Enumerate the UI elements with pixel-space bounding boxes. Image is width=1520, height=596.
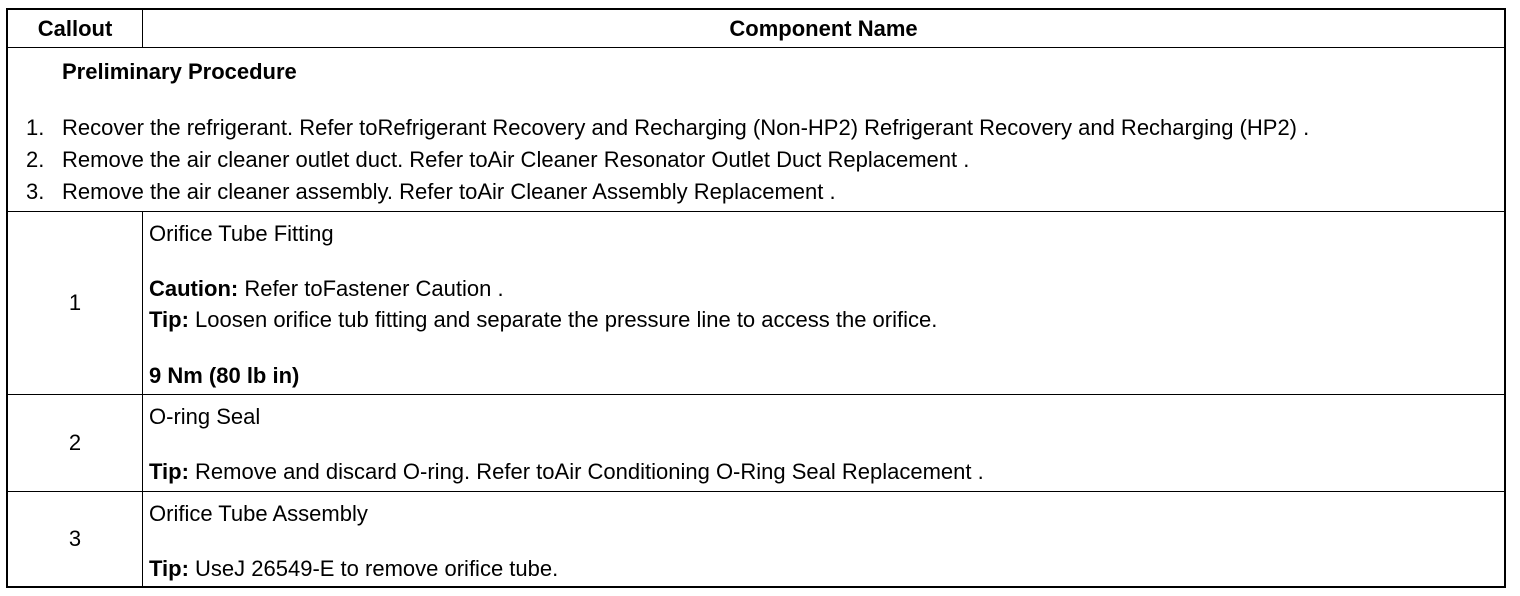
component-cell	[143, 395, 1504, 491]
preliminary-step-number: 2.	[26, 147, 45, 172]
tip-note	[149, 557, 558, 581]
preliminary-step-number: 1.	[26, 115, 45, 140]
callout-number: 2	[8, 395, 143, 491]
preliminary-step-text: Remove the air cleaner outlet duct. Refer toAir Cleaner Resonator Outlet Duct Replacement .	[62, 147, 970, 172]
component-cell	[143, 212, 1504, 394]
callout-number: 3	[8, 492, 143, 586]
tip-text: Loosen orifice tub fitting and separate the pressure line to access the orifice.	[188, 307, 938, 332]
callout-column-header: Callout	[8, 10, 143, 47]
preliminary-step-text: Recover the refrigerant. Refer toRefrigerant Recovery and Recharging (Non-HP2) Refrigerant Recovery and Recharging (HP2) .	[62, 115, 1310, 140]
tip-text: Remove and discard O-ring. Refer toAir Conditioning O-Ring Seal Replacement .	[188, 459, 984, 484]
preliminary-procedure-row	[8, 48, 1504, 212]
caution-text: Refer toFastener Caution .	[238, 276, 504, 301]
component-name: Orifice Tube Fitting	[149, 221, 334, 246]
component-cell	[143, 492, 1504, 586]
caution-note	[149, 277, 504, 301]
component-name: O-ring Seal	[149, 404, 261, 429]
tip-note	[149, 308, 937, 332]
preliminary-step-text: Remove the air cleaner assembly. Refer toAir Cleaner Assembly Replacement .	[62, 179, 836, 204]
component-name-column-header: Component Name	[729, 15, 918, 41]
tip-note	[149, 460, 984, 484]
component-row	[8, 212, 1504, 395]
header-row	[8, 10, 1504, 48]
component-name: Orifice Tube Assembly	[149, 501, 368, 526]
caution-label: Caution:	[149, 276, 239, 301]
tip-label: Tip:	[149, 556, 189, 581]
torque-spec: 9 Nm (80 lb in)	[149, 363, 300, 388]
tip-text: UseJ 26549-E to remove orifice tube.	[188, 556, 559, 581]
preliminary-step-number: 3.	[26, 179, 45, 204]
component-row	[8, 395, 1504, 492]
procedure-table	[6, 8, 1506, 588]
tip-label: Tip:	[149, 307, 189, 332]
callout-number: 1	[8, 212, 143, 394]
tip-label: Tip:	[149, 459, 189, 484]
component-row	[8, 492, 1504, 586]
preliminary-procedure-title: Preliminary Procedure	[62, 59, 297, 84]
